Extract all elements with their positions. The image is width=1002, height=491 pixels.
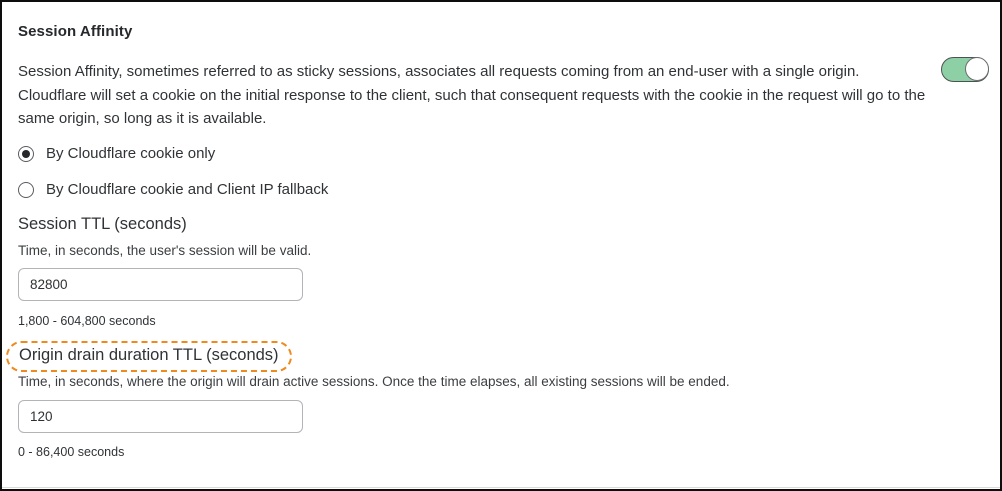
session-ttl-description: Time, in seconds, the user's session will be valid. [18, 243, 312, 258]
radio-cookie-only-label: By Cloudflare cookie only [46, 145, 216, 162]
toggle-knob-icon [965, 57, 989, 81]
radio-cookie-only[interactable] [18, 145, 215, 162]
radio-cookie-and-ip-fallback[interactable] [18, 181, 328, 198]
origin-drain-label: Origin drain duration TTL (seconds) [19, 346, 279, 364]
bottom-divider [2, 487, 1000, 488]
session-ttl-input[interactable] [18, 268, 303, 301]
session-ttl-range-hint: 1,800 - 604,800 seconds [18, 314, 156, 328]
radio-unselected-icon [18, 182, 34, 198]
origin-drain-range-hint: 0 - 86,400 seconds [18, 445, 125, 459]
origin-drain-ttl-input[interactable] [18, 400, 303, 433]
origin-drain-description: Time, in seconds, where the origin will drain active sessions. Once the time elapses, all existing sessions will be ended. [18, 374, 730, 389]
panel-title: Session Affinity [18, 23, 133, 40]
origin-drain-label-highlight [6, 341, 292, 372]
session-ttl-label: Session TTL (seconds) [18, 215, 187, 233]
radio-cookie-and-ip-fallback-label: By Cloudflare cookie and Client IP fallback [46, 181, 329, 198]
session-affinity-toggle[interactable] [941, 57, 989, 82]
panel-description: Session Affinity, sometimes referred to as sticky sessions, associates all requests coming from an end-user with a single origin. Cloudflare will set a cookie on the initial response to the client, such that consequent requests with the cookie in the request will go to the same origin, so long as it is available. [18, 63, 926, 127]
radio-selected-icon [18, 146, 34, 162]
